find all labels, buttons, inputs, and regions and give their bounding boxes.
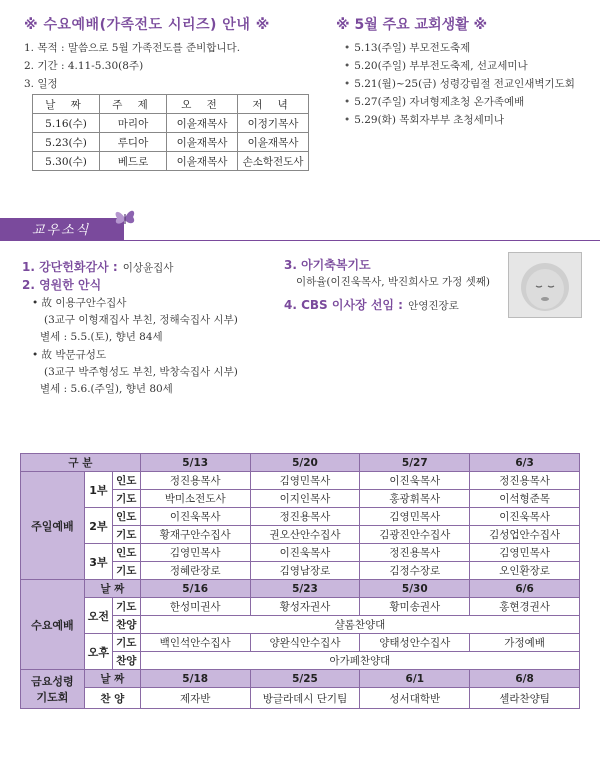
- may-event-text: 5.29(화) 목회자부부 초청세미나: [354, 114, 505, 126]
- table-cell: 5.23(수): [33, 133, 100, 152]
- table-cell: 홍광휘목사: [360, 490, 470, 508]
- table-cell: 황재구안수집사: [140, 526, 250, 544]
- table-cell: 제자반: [140, 688, 250, 709]
- news-item-4: [284, 294, 459, 313]
- role-label: 기도: [112, 634, 140, 652]
- news-item-2-title: 2. 영원한 안식: [22, 278, 102, 292]
- table-cell: 김영민목사: [470, 544, 580, 562]
- table-row: [21, 544, 580, 562]
- news-divider: [0, 240, 600, 241]
- obituary-detail: (3교구 박주형성도 부친, 박창숙집사 시부): [44, 366, 238, 378]
- service-name: 2부: [84, 508, 112, 544]
- wednesday-period: 2. 기간 : 4.11-5.30(8주): [24, 60, 144, 72]
- table-cell: 정진용목사: [250, 508, 360, 526]
- table-cell: 양태성안수집사: [360, 634, 470, 652]
- may-event-text: 5.13(주일) 부모전도축제: [354, 42, 471, 54]
- wednesday-service-label: 수요예배: [21, 580, 85, 670]
- table-cell: 김영민목사: [250, 472, 360, 490]
- table-cell: 황성자권사: [250, 598, 360, 616]
- table-cell: 이지인목사: [250, 490, 360, 508]
- butterfly-icon: [112, 204, 138, 230]
- news-item-1: [22, 256, 173, 275]
- service-name: 1부: [84, 472, 112, 508]
- table-cell: 정혜란장로: [140, 562, 250, 580]
- role-label: 기도: [112, 562, 140, 580]
- wednesday-schedule-table: [32, 94, 309, 171]
- table-header: 날 짜: [33, 95, 100, 114]
- table-cell: 김영민목사: [140, 544, 250, 562]
- date-cell: 5/16: [140, 580, 250, 598]
- table-cell: 양완식안수집사: [250, 634, 360, 652]
- table-cell: 성서대학반: [360, 688, 470, 709]
- table-cell: 한성미권사: [140, 598, 250, 616]
- date-label: 날 짜: [84, 670, 140, 688]
- date-cell: 5/25: [250, 670, 360, 688]
- bullet-icon: •: [32, 349, 42, 361]
- role-label: 찬 양: [84, 688, 140, 709]
- may-event-text: 5.21(월)~25(금) 성령강림절 전교인새벽기도회: [354, 78, 575, 90]
- table-cell: 박미소전도사: [140, 490, 250, 508]
- table-cell: 오인환장로: [470, 562, 580, 580]
- table-header: 저 녁: [238, 95, 309, 114]
- table-cell: 이진욱목사: [140, 508, 250, 526]
- table-row: [21, 688, 580, 709]
- service-name: 오후: [84, 634, 112, 670]
- bullet-icon: •: [344, 78, 351, 90]
- table-row: [21, 472, 580, 490]
- obituary-detail: (3교구 이형재집사 부친, 정해숙집사 시부): [44, 314, 238, 326]
- bullet-icon: •: [32, 297, 42, 309]
- table-cell: 이진욱목사: [360, 472, 470, 490]
- baby-photo: [508, 252, 582, 318]
- table-cell: 이진욱목사: [250, 544, 360, 562]
- news-item-4-title: 4. CBS 이사장 선임 :: [284, 298, 403, 312]
- table-cell: 김영남장로: [250, 562, 360, 580]
- table-cell: 마리아: [100, 114, 167, 133]
- role-label: 인도: [112, 508, 140, 526]
- service-roster-table: [20, 453, 580, 709]
- news-item-1-text: 이상윤집사: [122, 262, 174, 274]
- news-item-3-title: 3. 아기축복기도: [284, 258, 371, 272]
- table-header-row: [21, 454, 580, 472]
- table-cell: 이윤재목사: [167, 133, 238, 152]
- role-label: 기도: [112, 526, 140, 544]
- obituary-name: 故 이용구안수집사: [41, 297, 127, 309]
- table-row: [21, 508, 580, 526]
- date-cell: 5/23: [250, 580, 360, 598]
- role-label: 인도: [112, 472, 140, 490]
- table-cell: 김광진안수집사: [360, 526, 470, 544]
- table-cell: 김영민목사: [360, 508, 470, 526]
- table-cell: 이윤재목사: [167, 114, 238, 133]
- date-cell: 6/1: [360, 670, 470, 688]
- roster-header-label: 구 분: [21, 454, 141, 472]
- table-row: [33, 114, 309, 133]
- friday-service-label: [21, 670, 85, 709]
- date-cell: 5/13: [140, 454, 250, 472]
- table-row: [21, 670, 580, 688]
- table-row: [33, 133, 309, 152]
- obituary-name: 故 박문규성도: [41, 349, 107, 361]
- role-label: 찬양: [112, 652, 140, 670]
- friday-label-line-1: 금요성령: [31, 675, 74, 688]
- table-header: 오 전: [167, 95, 238, 114]
- may-events-title: ※ 5월 주요 교회생활 ※: [336, 17, 488, 33]
- list-item: [32, 347, 106, 362]
- bullet-icon: •: [344, 60, 351, 72]
- news-header-label: 교우소식: [32, 223, 91, 238]
- wednesday-service-title: ※ 수요예배(가족전도 시리즈) 안내 ※: [24, 17, 270, 33]
- list-item: [344, 94, 524, 109]
- role-label: 인도: [112, 544, 140, 562]
- table-cell: 셀라찬양팀: [470, 688, 580, 709]
- bullet-icon: •: [344, 42, 351, 54]
- date-cell: 6/3: [470, 454, 580, 472]
- table-cell: 정진용목사: [360, 544, 470, 562]
- table-cell: 5.16(수): [33, 114, 100, 133]
- table-header-row: [33, 95, 309, 114]
- list-item: [344, 112, 504, 127]
- table-cell: 백인석안수집사: [140, 634, 250, 652]
- table-header: 주 제: [100, 95, 167, 114]
- news-item-1-title: 1. 강단헌화감사 :: [22, 260, 118, 274]
- role-label: 찬양: [112, 616, 140, 634]
- service-name: 3부: [84, 544, 112, 580]
- date-cell: 5/20: [250, 454, 360, 472]
- table-cell: 루디아: [100, 133, 167, 152]
- table-row: [21, 598, 580, 616]
- list-item: [344, 58, 528, 73]
- table-cell: 홍현경권사: [470, 598, 580, 616]
- table-cell: 가정예배: [470, 634, 580, 652]
- bullet-icon: •: [344, 96, 351, 108]
- role-label: 기도: [112, 598, 140, 616]
- may-event-text: 5.20(주일) 부부전도축제, 선교세미나: [354, 60, 528, 72]
- table-row: [33, 152, 309, 171]
- may-event-text: 5.27(주일) 자녀형제초청 온가족예배: [354, 96, 525, 108]
- table-cell: 이윤재목사: [167, 152, 238, 171]
- friday-label-line-2: 기도회: [36, 691, 69, 704]
- list-item: [344, 76, 575, 91]
- obituary-date: 별세 : 5.6.(주일), 향년 80세: [40, 383, 173, 395]
- news-item-3-text: 이하율(이진욱목사, 박진희사모 가정 셋째): [296, 276, 490, 288]
- table-cell: 김성업안수집사: [470, 526, 580, 544]
- table-cell: 이윤재목사: [238, 133, 309, 152]
- date-cell: 6/6: [470, 580, 580, 598]
- wednesday-schedule-label: 3. 일정: [24, 78, 58, 90]
- table-cell: 정진용목사: [140, 472, 250, 490]
- date-label: 날 짜: [84, 580, 140, 598]
- table-cell: 베드로: [100, 152, 167, 171]
- date-cell: 6/8: [470, 670, 580, 688]
- table-cell: 손소학전도사: [238, 152, 309, 171]
- table-cell: 김정수장로: [360, 562, 470, 580]
- wednesday-purpose: 1. 목적 : 말씀으로 5월 가족전도를 준비합니다.: [24, 42, 241, 54]
- table-cell: 아가페찬양대: [140, 652, 579, 670]
- list-item: [32, 295, 126, 310]
- sunday-service-label: 주일예배: [21, 472, 85, 580]
- table-cell: 황미송권사: [360, 598, 470, 616]
- table-cell: 이정기목사: [238, 114, 309, 133]
- news-item-4-text: 안영진장로: [408, 300, 459, 312]
- date-cell: 5/30: [360, 580, 470, 598]
- table-row: [21, 580, 580, 598]
- date-cell: 5/27: [360, 454, 470, 472]
- table-cell: 샬롬찬양대: [140, 616, 579, 634]
- table-cell: 5.30(수): [33, 152, 100, 171]
- table-cell: 방글라데시 단기팀: [250, 688, 360, 709]
- obituary-date: 별세 : 5.5.(토), 향년 84세: [40, 331, 163, 343]
- table-cell: 이진욱목사: [470, 508, 580, 526]
- service-name: 오전: [84, 598, 112, 634]
- role-label: 기도: [112, 490, 140, 508]
- bullet-icon: •: [344, 114, 351, 126]
- table-row: [21, 634, 580, 652]
- list-item: [344, 40, 470, 55]
- table-cell: 이석형준목: [470, 490, 580, 508]
- date-cell: 5/18: [140, 670, 250, 688]
- table-cell: 정진용목사: [470, 472, 580, 490]
- table-cell: 권오산안수집사: [250, 526, 360, 544]
